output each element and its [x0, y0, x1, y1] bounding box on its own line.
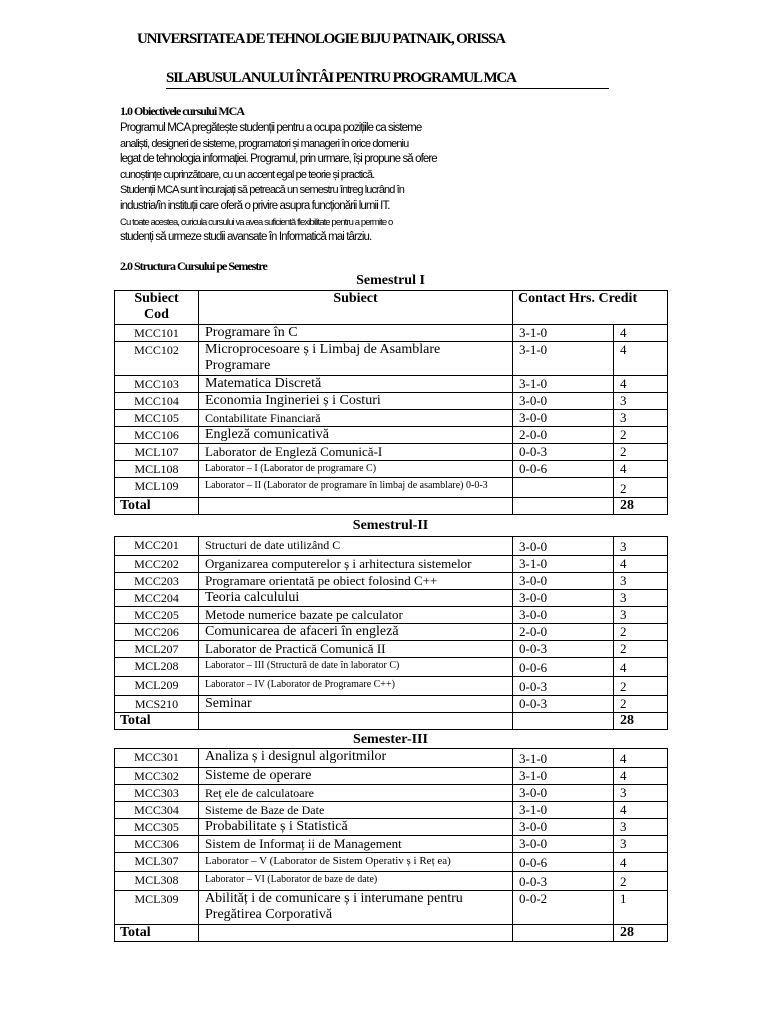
course-credit: 2 [614, 696, 668, 713]
course-contact-hours: 2-0-0 [513, 427, 614, 444]
course-credit: 4 [614, 749, 668, 768]
total-row [115, 498, 668, 515]
course-subject: Microprocesoare ș i Limbaj de Asamblare Programare [199, 342, 513, 376]
course-code: MCL109 [115, 478, 199, 498]
course-code: MCC305 [115, 819, 199, 836]
document-title: UNIVERSITATEA DE TEHNOLOGIE BIJU PATNAIK, ORISSA [137, 31, 505, 47]
table-row [115, 573, 668, 590]
table-row [115, 802, 668, 819]
course-contact-hours: 2-0-0 [513, 624, 614, 641]
course-contact-hours: 0-0-6 [513, 658, 614, 677]
course-contact-hours: 3-0-0 [513, 393, 614, 410]
objectives-line: cunoștințe cuprinzătoare, cu un accent egal pe teorie și practică. [120, 168, 375, 181]
total-credit: 28 [614, 713, 668, 730]
course-subject: Metode numerice bazate pe calculator [199, 607, 513, 624]
table-row [115, 478, 668, 498]
table-row [115, 607, 668, 624]
course-contact-hours: 3-0-0 [513, 590, 614, 607]
course-subject: Programare orientată pe obiect folosind C++ [199, 573, 513, 590]
course-credit: 3 [614, 573, 668, 590]
total-label: Total [115, 713, 199, 730]
course-subject: Laborator – II (Laborator de programare în limbaj de asamblare) 0-0-3 [199, 478, 513, 498]
course-contact-hours: 3-1-0 [513, 325, 614, 342]
objectives-line: legat de tehnologia informației. Programul, prin urmare, își propune să ofere [120, 153, 437, 166]
course-credit: 4 [614, 461, 668, 478]
course-subject: Reț ele de calculatoare [199, 785, 513, 802]
table-row [115, 376, 668, 393]
course-credit: 2 [614, 677, 668, 696]
course-subject: Contabilitate Financiară [199, 410, 513, 427]
course-contact-hours: 3-1-0 [513, 749, 614, 768]
table-row [115, 696, 668, 713]
course-contact-hours: 0-0-2 [513, 891, 614, 925]
course-code: MCC203 [115, 573, 199, 590]
course-subject: Laborator – I (Laborator de programare C) [199, 461, 513, 478]
course-subject: Laborator – IV (Laborator de Programare C++) [199, 677, 513, 696]
course-subject: Laborator – V (Laborator de Sistem Operativ ș i Reț ea) [199, 853, 513, 872]
table-row [115, 749, 668, 768]
semester-1-table [114, 290, 668, 515]
course-subject: Seminar [199, 696, 513, 713]
course-credit: 2 [614, 478, 668, 498]
course-code: MCC105 [115, 410, 199, 427]
table-row [115, 427, 668, 444]
total-empty-cell [513, 498, 614, 515]
total-label: Total [115, 925, 199, 942]
course-contact-hours: 0-0-3 [513, 641, 614, 658]
course-credit: 4 [614, 556, 668, 573]
total-row [115, 713, 668, 730]
course-credit: 2 [614, 444, 668, 461]
column-header-code: Subiect Cod [115, 291, 199, 325]
course-credit: 3 [614, 836, 668, 853]
course-code: MCL209 [115, 677, 199, 696]
course-code: MCC206 [115, 624, 199, 641]
course-subject: Teoria calculului [199, 590, 513, 607]
table-row [115, 410, 668, 427]
table-row [115, 325, 668, 342]
course-credit: 4 [614, 802, 668, 819]
course-subject: Laborator – III (Structură de date în laborator C) [199, 658, 513, 677]
course-code: MCL309 [115, 891, 199, 925]
course-code: MCC101 [115, 325, 199, 342]
table-row [115, 556, 668, 573]
course-subject: Programare în C [199, 325, 513, 342]
course-credit: 2 [614, 872, 668, 891]
column-header-subject: Subiect [199, 291, 513, 325]
course-credit: 3 [614, 410, 668, 427]
course-credit: 2 [614, 641, 668, 658]
course-contact-hours: 3-1-0 [513, 556, 614, 573]
course-credit: 4 [614, 658, 668, 677]
course-subject: Laborator – VI (Laborator de baze de date) [199, 872, 513, 891]
total-empty-cell [513, 713, 614, 730]
total-row [115, 925, 668, 942]
course-contact-hours: 0-0-3 [513, 872, 614, 891]
course-code: MCC103 [115, 376, 199, 393]
course-subject: Matematica Discretă [199, 376, 513, 393]
course-subject: Engleză comunicativă [199, 427, 513, 444]
semester-3-label: Semester-III [353, 732, 428, 747]
table-row [115, 853, 668, 872]
course-code: MCC201 [115, 537, 199, 556]
course-contact-hours: 3-0-0 [513, 819, 614, 836]
course-contact-hours: 0-0-6 [513, 853, 614, 872]
course-credit: 4 [614, 325, 668, 342]
table-row [115, 444, 668, 461]
course-subject: Laborator de Practică Comunică II [199, 641, 513, 658]
table-row [115, 836, 668, 853]
course-code: MCL307 [115, 853, 199, 872]
semester-3-table [114, 748, 668, 942]
semester-2-table [114, 536, 668, 730]
table-row [115, 891, 668, 925]
course-credit: 4 [614, 376, 668, 393]
course-code: MCC302 [115, 768, 199, 785]
table-header-row [115, 291, 668, 325]
course-code: MCC102 [115, 342, 199, 376]
table-row [115, 624, 668, 641]
course-subject: Laborator de Engleză Comunică-I [199, 444, 513, 461]
course-subject: Sisteme de Baze de Date [199, 802, 513, 819]
objectives-line: studenți să urmeze studii avansate în Informatică mai târziu. [120, 231, 372, 244]
course-contact-hours: 3-1-0 [513, 802, 614, 819]
course-subject: Comunicarea de afaceri în engleză [199, 624, 513, 641]
course-credit: 3 [614, 537, 668, 556]
course-credit: 2 [614, 624, 668, 641]
table-row [115, 768, 668, 785]
total-label: Total [115, 498, 199, 515]
course-code: MCL107 [115, 444, 199, 461]
course-code: MCL308 [115, 872, 199, 891]
objectives-line: Cu toate acestea, curicula cursului va avea suficientă flexibilitate pentru a permite o [120, 216, 393, 228]
document-subtitle: SILABUSUL ANULUI ÎNTÂI PENTRU PROGRAMUL MCA [166, 70, 516, 86]
course-contact-hours: 0-0-3 [513, 696, 614, 713]
course-code: MCC306 [115, 836, 199, 853]
course-contact-hours: 3-1-0 [513, 342, 614, 376]
column-header-contact-credit: Contact Hrs. Credit [513, 291, 668, 325]
subtitle-underline [166, 88, 609, 89]
course-code: MCL208 [115, 658, 199, 677]
course-code: MCC205 [115, 607, 199, 624]
course-contact-hours: 0-0-3 [513, 444, 614, 461]
objectives-line: Studenții MCA sunt încurajați să petreacă un semestru întreg lucrând în [120, 184, 405, 197]
course-credit: 3 [614, 393, 668, 410]
table-row [115, 677, 668, 696]
course-code: MCC301 [115, 749, 199, 768]
table-row [115, 785, 668, 802]
total-credit: 28 [614, 925, 668, 942]
course-code: MCS210 [115, 696, 199, 713]
table-row [115, 819, 668, 836]
total-credit: 28 [614, 498, 668, 515]
objectives-paragraph [120, 121, 470, 246]
section-1-heading: 1.0 Obiectivele cursului MCA [120, 104, 244, 118]
course-credit: 3 [614, 607, 668, 624]
course-credit: 1 [614, 891, 668, 925]
course-contact-hours [513, 478, 614, 498]
course-subject: Sisteme de operare [199, 768, 513, 785]
total-empty-cell [199, 925, 513, 942]
course-subject: Abilităț i de comunicare ș i interumane pentru Pregătirea Corporativă [199, 891, 513, 925]
table-row [115, 537, 668, 556]
objectives-line: Programul MCA pregătește studenții pentru a ocupa pozițiile ca sisteme [120, 122, 422, 134]
course-subject: Analiza ș i designul algoritmilor [199, 749, 513, 768]
total-empty-cell [513, 925, 614, 942]
course-credit: 4 [614, 342, 668, 376]
course-credit: 4 [614, 768, 668, 785]
course-contact-hours: 3-0-0 [513, 785, 614, 802]
course-code: MCL108 [115, 461, 199, 478]
course-code: MCC304 [115, 802, 199, 819]
course-credit: 3 [614, 819, 668, 836]
course-credit: 3 [614, 785, 668, 802]
table-row [115, 658, 668, 677]
section-2-heading: 2.0 Structura Cursului pe Semestre [120, 259, 267, 273]
total-empty-cell [199, 713, 513, 730]
course-contact-hours: 3-0-0 [513, 573, 614, 590]
course-subject: Economia Ingineriei ș i Costuri [199, 393, 513, 410]
course-contact-hours: 3-0-0 [513, 410, 614, 427]
table-row [115, 590, 668, 607]
course-credit: 4 [614, 853, 668, 872]
course-code: MCC106 [115, 427, 199, 444]
course-code: MCC204 [115, 590, 199, 607]
course-contact-hours: 0-0-3 [513, 677, 614, 696]
objectives-line: analiști, designeri de sisteme, programatori și manageri în orice domeniu [120, 137, 409, 150]
course-contact-hours: 3-1-0 [513, 376, 614, 393]
course-subject: Probabilitate ș i Statistică [199, 819, 513, 836]
course-subject: Structuri de date utilizând C [199, 537, 513, 556]
course-contact-hours: 3-0-0 [513, 607, 614, 624]
course-contact-hours: 3-0-0 [513, 537, 614, 556]
course-subject: Organizarea computerelor ș i arhitectura sistemelor [199, 556, 513, 573]
table-row [115, 342, 668, 376]
objectives-line: industria/în instituții care oferă o privire asupra funcționării lumii IT. [120, 199, 390, 212]
course-subject: Sistem de Informaț ii de Management [199, 836, 513, 853]
course-code: MCC303 [115, 785, 199, 802]
total-empty-cell [199, 498, 513, 515]
course-contact-hours: 3-1-0 [513, 768, 614, 785]
course-credit: 3 [614, 590, 668, 607]
semester-1-label: Semestrul I [356, 273, 425, 288]
table-row [115, 641, 668, 658]
course-code: MCC202 [115, 556, 199, 573]
table-row [115, 393, 668, 410]
course-code: MCL207 [115, 641, 199, 658]
table-row [115, 872, 668, 891]
course-contact-hours: 0-0-6 [513, 461, 614, 478]
course-contact-hours: 3-0-0 [513, 836, 614, 853]
course-credit: 2 [614, 427, 668, 444]
semester-2-label: Semestrul-II [352, 518, 429, 533]
course-code: MCC104 [115, 393, 199, 410]
table-row [115, 461, 668, 478]
